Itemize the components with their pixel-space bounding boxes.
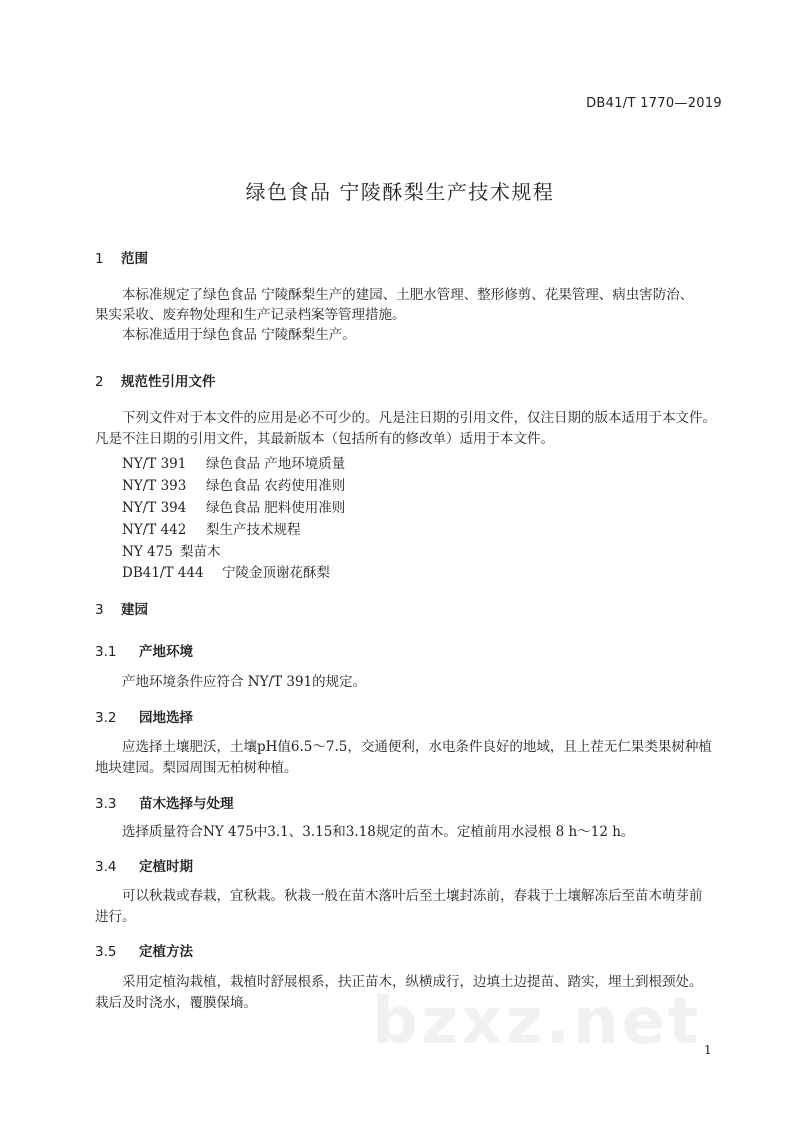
subsection-3-2-heading: 3.2 园地选择 — [95, 710, 193, 726]
subsection-3-5-text-line: 采用定植沟栽植，栽植时舒展根系，扶正苗木，纵横成行，边填土边提苗、踏实，埋土到根颈处。 — [122, 974, 703, 990]
subsection-3-5-heading: 3.5 定植方法 — [95, 944, 193, 960]
section-2-paragraph-line: 凡是不注日期的引用文件，其最新版本（包括所有的修改单）适用于本文件。 — [95, 431, 554, 447]
subsection-3-4-text-line: 可以秋栽或春栽，宜秋栽。秋栽一般在苗木落叶后至土壤封冻前，春栽于土壤解冻后至苗木萌芽前 — [122, 888, 703, 904]
section-1-heading: 1 范围 — [95, 251, 148, 267]
document-title: 绿色食品 宁陵酥梨生产技术规程 — [245, 180, 555, 204]
subsection-3-4-heading: 3.4 定植时期 — [95, 859, 193, 875]
section-1-paragraph-2: 本标准适用于绿色食品 宁陵酥梨生产。 — [122, 327, 356, 343]
subsection-3-4-text-line: 进行。 — [95, 909, 136, 925]
section-1-paragraph-line: 本标准规定了绿色食品 宁陵酥梨生产的建园、土肥水管理、整形修剪、花果管理、病虫害防治、 — [122, 287, 694, 303]
subsection-3-2-text-line: 地块建园。梨园周围无柏树种植。 — [95, 760, 298, 776]
subsection-3-3-text: 选择质量符合NY 475中3.1、3.15和3.18规定的苗木。定植前用水浸根 8 h～12 h。 — [122, 824, 635, 840]
section-3-heading: 3 建园 — [95, 602, 148, 618]
page-number: 1 — [704, 1043, 712, 1057]
reference-item: NY/T 393 绿色食品 农药使用准则 — [122, 478, 346, 494]
section-2-paragraph-line: 下列文件对于本文件的应用是必不可少的。凡是注日期的引用文件，仅注日期的版本适用于本文件。 — [122, 410, 716, 426]
reference-item: NY/T 394 绿色食品 肥料使用准则 — [122, 500, 346, 516]
subsection-3-1-heading: 3.1 产地环境 — [95, 644, 193, 660]
subsection-3-3-heading: 3.3 苗木选择与处理 — [95, 796, 234, 812]
subsection-3-2-text-line: 应选择土壤肥沃，土壤pH值6.5～7.5，交通便利，水电条件良好的地域，且上茬无仁果类果树种植 — [122, 739, 712, 755]
reference-item: DB41/T 444 宁陵金顶谢花酥梨 — [122, 565, 330, 581]
document-number: DB41/T 1770—2019 — [586, 96, 722, 111]
reference-item: NY/T 442 梨生产技术规程 — [122, 522, 301, 538]
section-1-paragraph-line: 果实采收、废弃物处理和生产记录档案等管理措施。 — [95, 307, 406, 323]
subsection-3-1-text: 产地环境条件应符合 NY/T 391的规定。 — [122, 674, 367, 690]
watermark: bzxz.net — [372, 985, 702, 1059]
reference-item: NY/T 391 绿色食品 产地环境质量 — [122, 456, 346, 472]
subsection-3-5-text-line: 栽后及时浇水，覆膜保墒。 — [95, 995, 257, 1011]
section-2-heading: 2 规范性引用文件 — [95, 374, 216, 390]
reference-item: NY 475 梨苗木 — [122, 544, 221, 560]
